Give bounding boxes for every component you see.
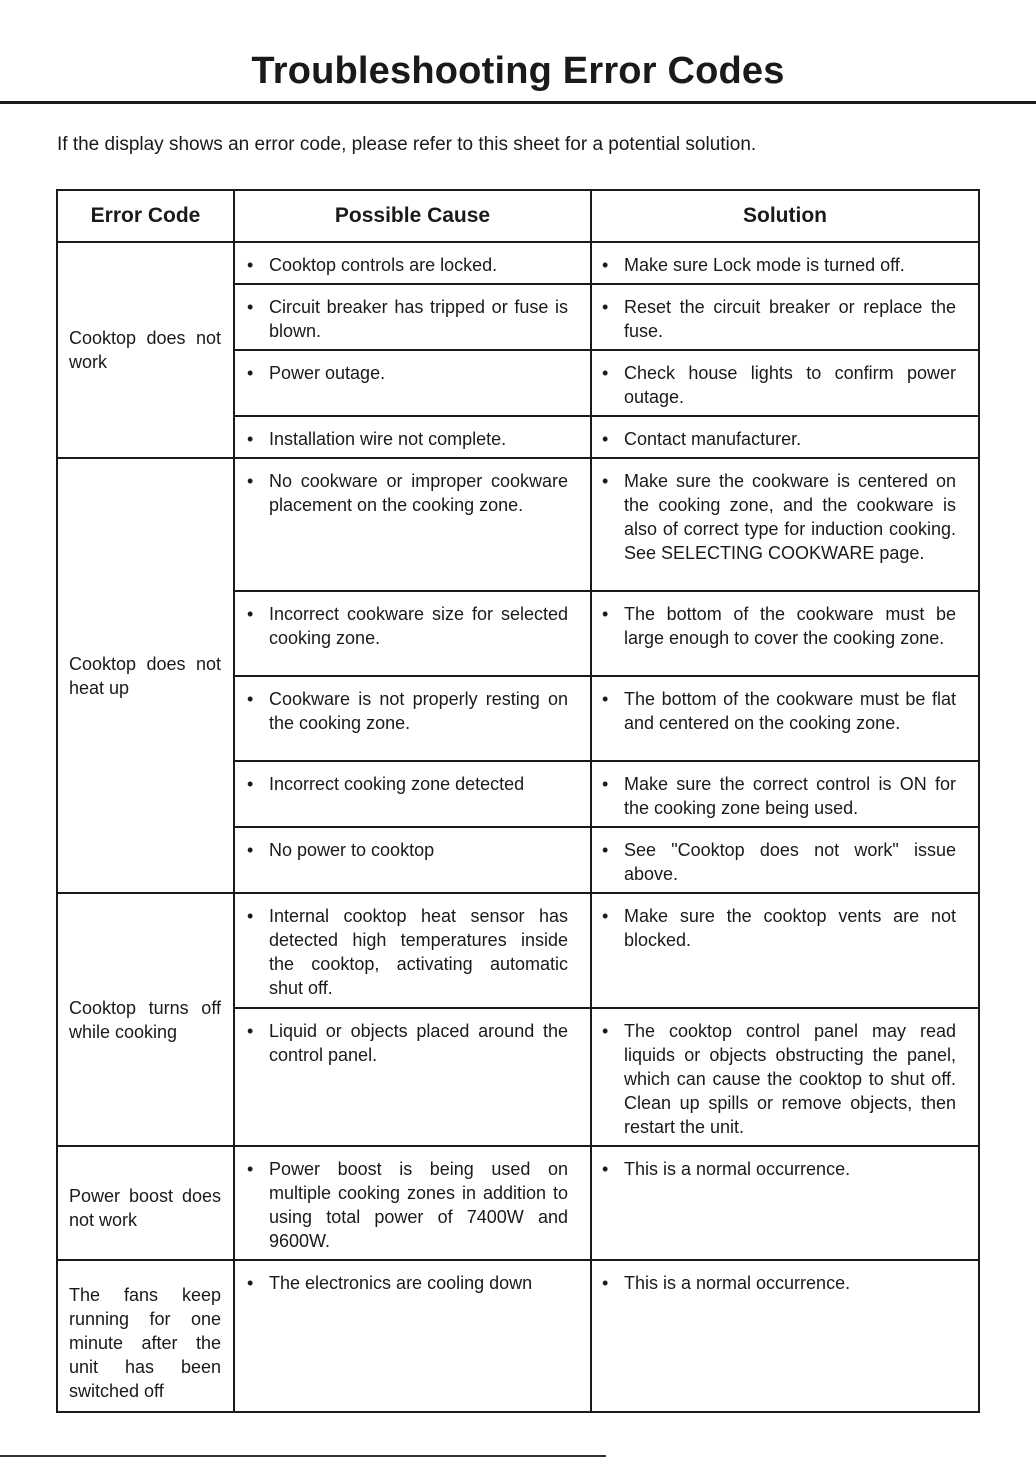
solution-text: See "Cooktop does not work" issue above. — [624, 840, 956, 884]
table-row — [57, 242, 979, 284]
solution-cell — [591, 676, 979, 761]
bullet-icon: • — [247, 604, 254, 624]
solution-cell — [591, 1260, 979, 1412]
solution-cell — [591, 591, 979, 676]
solution-text: Make sure the cookware is centered on the cooking zone, and the cookware is also of correct type for induction cooking. See SELECTING COOKWARE page. — [624, 471, 956, 563]
table-row — [57, 893, 979, 1008]
solution-text: This is a normal occurrence. — [624, 1159, 851, 1179]
bullet-icon: • — [247, 1159, 254, 1179]
bullet-icon: • — [247, 363, 254, 383]
bullet-icon: • — [602, 1273, 609, 1293]
bullet-icon: • — [602, 1159, 609, 1179]
bullet-icon: • — [602, 471, 609, 491]
cause-text: Power boost is being used on multiple cooking zones in addition to using total power of 7400W and 9600W. — [269, 1159, 568, 1251]
bullet-icon: • — [247, 471, 254, 491]
solution-cell — [591, 284, 979, 350]
cause-text: No power to cooktop — [269, 840, 435, 860]
title-divider — [0, 101, 1036, 104]
bullet-icon: • — [247, 1273, 254, 1293]
bullet-icon: • — [602, 774, 609, 794]
error-code-cell: Cooktop turns off while cooking — [57, 893, 234, 1146]
solution-cell — [591, 827, 979, 893]
solution-text: Make sure Lock mode is turned off. — [624, 255, 905, 275]
error-codes-table — [56, 189, 980, 1413]
cause-text: Internal cooktop heat sensor has detected high temperatures inside the cooktop, activating automatic shut off. — [269, 906, 568, 998]
error-code-cell: Power boost does not work — [57, 1146, 234, 1260]
bullet-icon: • — [602, 429, 609, 449]
cause-cell — [234, 350, 591, 416]
cause-cell — [234, 761, 591, 827]
header-solution: Solution — [591, 190, 979, 242]
solution-cell — [591, 1008, 979, 1146]
bullet-icon: • — [602, 840, 609, 860]
bullet-icon: • — [247, 689, 254, 709]
cause-text: Liquid or objects placed around the control panel. — [269, 1021, 568, 1065]
bullet-icon: • — [247, 840, 254, 860]
bullet-icon: • — [602, 1021, 609, 1041]
error-code-cell: The fans keep running for one minute after the unit has been switched off — [57, 1260, 234, 1412]
intro-text: If the display shows an error code, please refer to this sheet for a potential solution. — [57, 134, 757, 155]
cause-text: Installation wire not complete. — [269, 429, 507, 449]
bullet-icon: • — [247, 255, 254, 275]
bullet-icon: • — [602, 297, 609, 317]
solution-text: The bottom of the cookware must be large enough to cover the cooking zone. — [624, 604, 956, 648]
cause-cell — [234, 242, 591, 284]
cause-cell — [234, 591, 591, 676]
error-code-cell: Cooktop does not work — [57, 242, 234, 458]
cause-cell — [234, 676, 591, 761]
solution-text: Make sure the correct control is ON for the cooking zone being used. — [624, 774, 956, 818]
solution-text: Check house lights to confirm power outage. — [624, 363, 956, 407]
bullet-icon: • — [247, 774, 254, 794]
cause-text: Incorrect cooking zone detected — [269, 774, 525, 794]
solution-text: Contact manufacturer. — [624, 429, 802, 449]
solution-cell — [591, 416, 979, 458]
cause-text: Cooktop controls are locked. — [269, 255, 498, 275]
solution-cell — [591, 1146, 979, 1260]
cause-cell — [234, 416, 591, 458]
cause-cell — [234, 1146, 591, 1260]
bullet-icon: • — [602, 363, 609, 383]
bullet-icon: • — [247, 1021, 254, 1041]
cause-text: Incorrect cookware size for selected cooking zone. — [269, 604, 568, 648]
page-title: Troubleshooting Error Codes — [251, 50, 785, 92]
cause-cell — [234, 1260, 591, 1412]
solution-text: This is a normal occurrence. — [624, 1273, 851, 1293]
solution-cell — [591, 893, 979, 1008]
bullet-icon: • — [602, 255, 609, 275]
header-possible-cause: Possible Cause — [234, 190, 591, 242]
bullet-icon: • — [602, 906, 609, 926]
solution-text: The bottom of the cookware must be flat and centered on the cooking zone. — [624, 689, 956, 733]
solution-cell — [591, 350, 979, 416]
footer-divider — [0, 1455, 606, 1457]
solution-cell — [591, 761, 979, 827]
cause-text: Circuit breaker has tripped or fuse is blown. — [269, 297, 568, 341]
bullet-icon: • — [602, 689, 609, 709]
table-row — [57, 1260, 979, 1412]
cause-cell — [234, 893, 591, 1008]
bullet-icon: • — [602, 604, 609, 624]
solution-cell — [591, 458, 979, 591]
cause-cell — [234, 284, 591, 350]
header-row — [57, 190, 979, 242]
bullet-icon: • — [247, 297, 254, 317]
bullet-icon: • — [247, 906, 254, 926]
cause-text: Power outage. — [269, 363, 386, 383]
table-row — [57, 458, 979, 591]
error-code-cell: Cooktop does not heat up — [57, 458, 234, 893]
cause-cell — [234, 827, 591, 893]
bullet-icon: • — [247, 429, 254, 449]
cause-cell — [234, 458, 591, 591]
cause-cell — [234, 1008, 591, 1146]
cause-text: No cookware or improper cookware placement on the cooking zone. — [269, 471, 568, 515]
solution-text: The cooktop control panel may read liquids or objects obstructing the panel, which can cause the cooktop to shut off. Clean up spills or remove objects, then restart the unit. — [624, 1021, 956, 1137]
solution-cell — [591, 242, 979, 284]
solution-text: Make sure the cooktop vents are not blocked. — [624, 906, 956, 950]
table-row — [57, 1146, 979, 1260]
solution-text: Reset the circuit breaker or replace the fuse. — [624, 297, 956, 341]
cause-text: Cookware is not properly resting on the cooking zone. — [269, 689, 568, 733]
cause-text: The electronics are cooling down — [269, 1273, 533, 1293]
header-error-code: Error Code — [57, 190, 234, 242]
